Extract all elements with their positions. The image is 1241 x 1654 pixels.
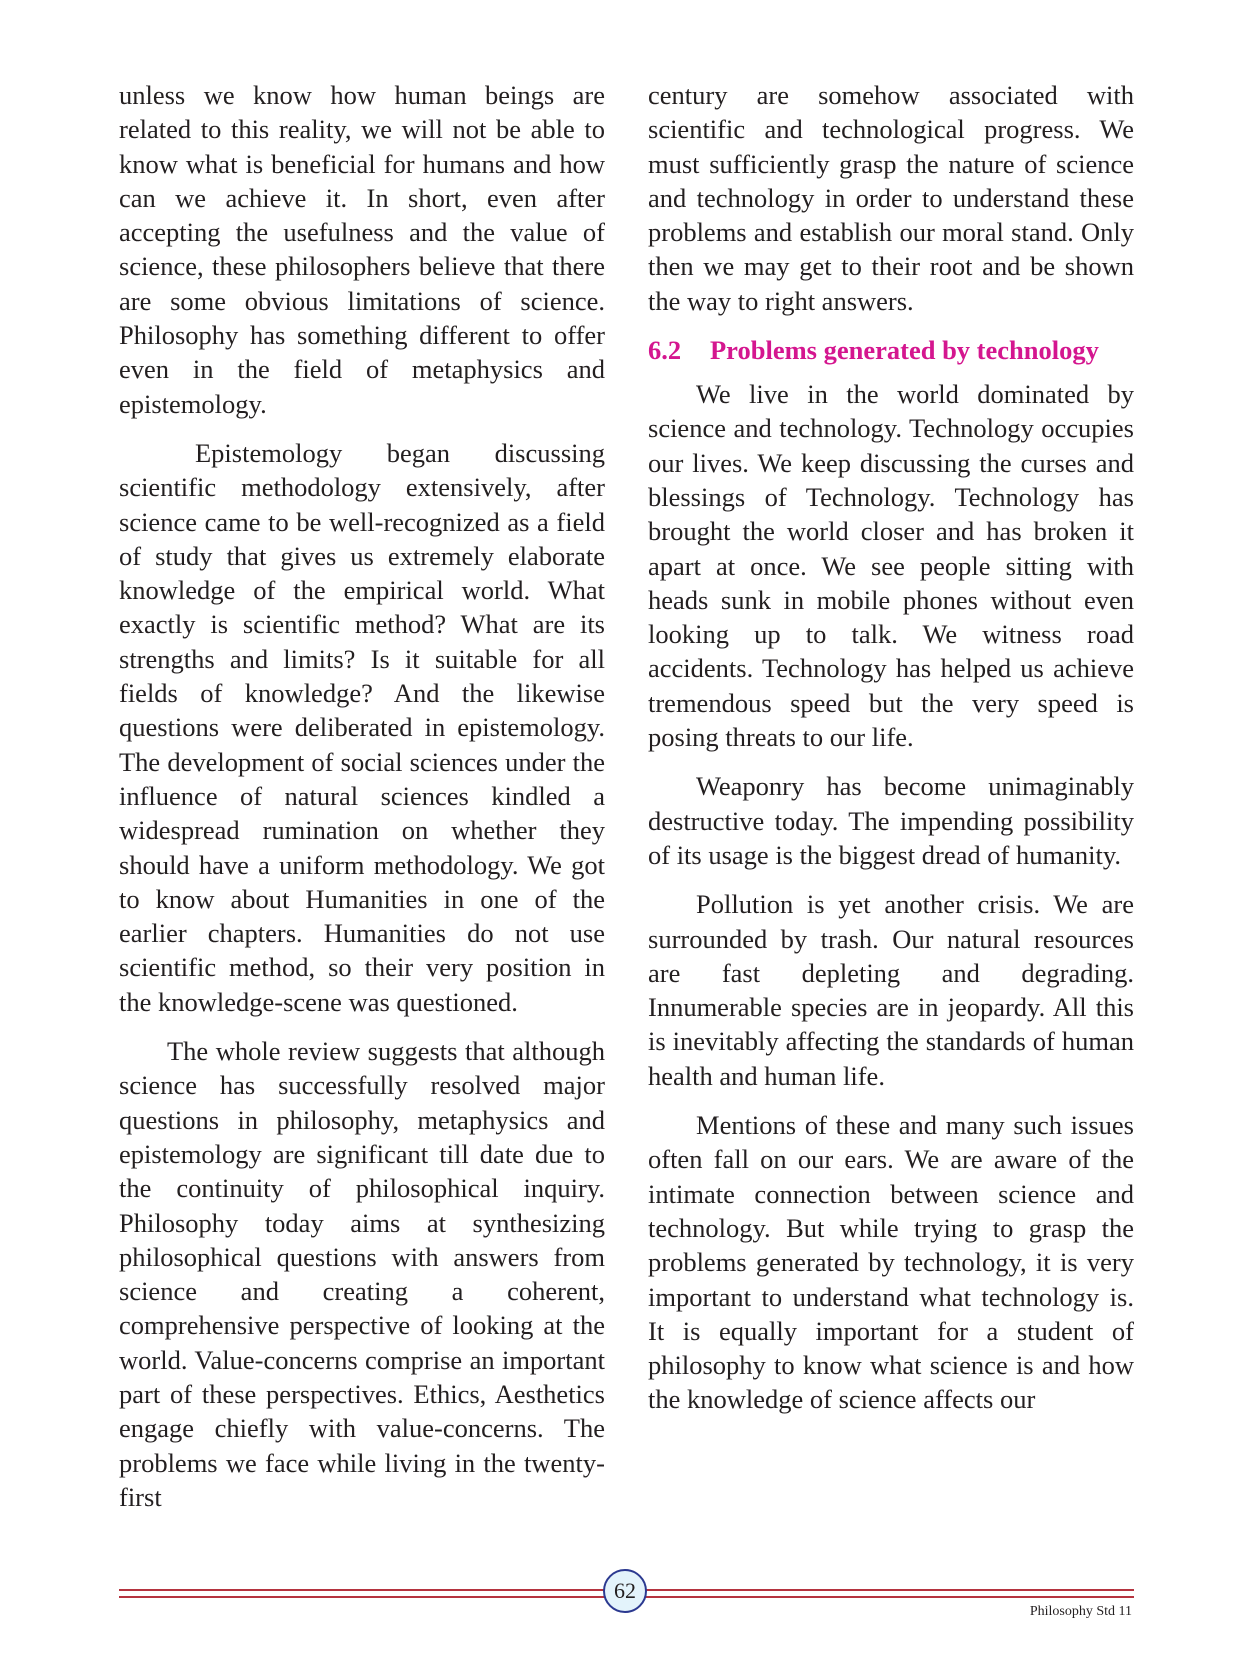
paragraph: century are somehow associated with scientific and technological progress. We must sufficiently grasp the nature of science and technology in order to understand these problems and establish our moral stand. Only then we may get to their root and be shown the way to right answers.	[648, 80, 1134, 316]
paragraph: The whole review suggests that although science has successfully resolved major questions in philosophy, metaphysics and epistemology are significant till date due to the continuity of philosophical inquiry. Philosophy today aims at synthesizing philosophical questions with answers from science and creating a coherent, comprehensive perspective of looking at the world. Value-concerns comprise an important part of these perspectives. Ethics, Aesthetics engage chiefly with value-concerns. The problems we face while living in the twenty-first	[119, 1036, 605, 1512]
page-number: 62	[603, 1569, 647, 1613]
paragraph: We live in the world dominated by science and technology. Technology occupies our lives. We keep discussing the curses and blessings of Technology. Technology has brought the world closer and has broken it apart at once. We see people sitting with heads sunk in mobile phones without even looking up to talk. We witness road accidents. Technology has helped us achieve tremendous speed but the very speed is posing threats to our life.	[648, 379, 1134, 753]
section-number: 6.2	[648, 335, 682, 366]
paragraph: Epistemology began discussing scientific methodology extensively, after science came to be well-recognized as a field of study that gives us extremely elaborate knowledge of the empirical world. What exactly is scientific method? What are its strengths and limits? Is it suitable for all fields of knowledge? And the likewise questions were deliberated in epistemology. The development of social sciences under the influence of natural sciences kindled a widespread rumination on whether they should have a uniform methodology. We got to know about Humanities in one of the earlier chapters. Humanities do not use scientific method, so their very position in the knowledge-scene was questioned.	[119, 437, 605, 1017]
paragraph: Mentions of these and many such issues often fall on our ears. We are aware of the intimate connection between science and technology. But while trying to grasp the problems generated by technology, it is very important to understand what technology is. It is equally important for a student of philosophy to know what science is and how the knowledge of science affects our	[648, 1110, 1134, 1415]
paragraph: Pollution is yet another crisis. We are surrounded by trash. Our natural resources are fast depleting and degrading. Innumerable species are in jeopardy. All this is inevitably affecting the standards of human health and human life.	[648, 889, 1134, 1091]
paragraph: Weaponry has become unimaginably destructive today. The impending possibility of its usage is the biggest dread of humanity.	[648, 771, 1134, 870]
paragraph: unless we know how human beings are related to this reality, we will not be able to know what is beneficial for humans and how can we achieve it. In short, even after accepting the usefulness and the value of science, these philosophers believe that there are some obvious limitations of science. Philosophy has something different to offer even in the field of metaphysics and epistemology.	[119, 80, 605, 419]
section-title: Problems generated by technology	[710, 335, 1099, 366]
footer-caption: Philosophy Std 11	[1029, 1604, 1132, 1619]
section-heading	[648, 333, 1134, 367]
right-column	[648, 78, 1134, 1432]
left-column	[119, 78, 605, 1529]
